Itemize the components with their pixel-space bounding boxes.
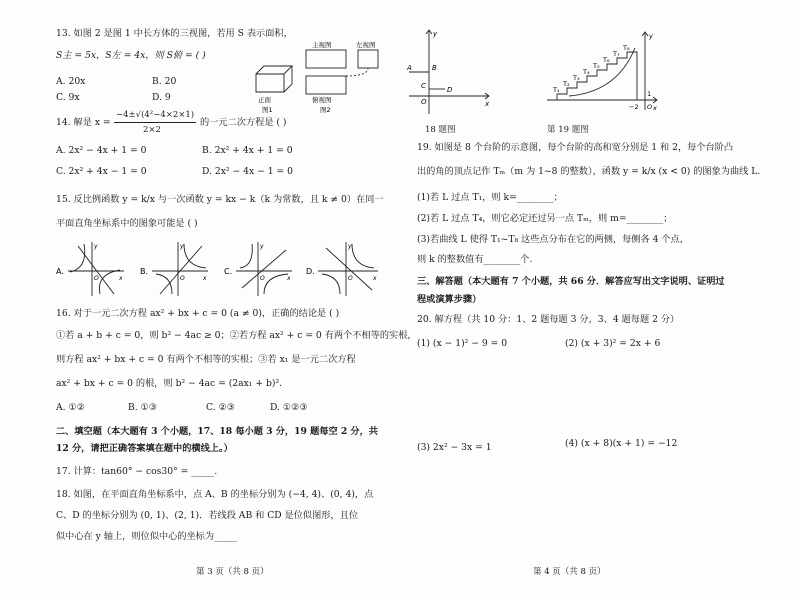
q15-d-origin: O xyxy=(348,275,353,282)
q15-stem: 15. 反比例函数 y = k/x 与一次函数 y = kx − k（k 为常数，且 k ≠ 0）在同一 xyxy=(56,194,384,205)
q20-eq2: (2) (x + 3)² = 2x + 6 xyxy=(565,338,661,349)
q15-label-b: B. xyxy=(140,267,149,276)
fig19-t1: T₁ xyxy=(553,86,560,94)
q15-a-x-label: x xyxy=(119,275,123,282)
q15-graph-c[interactable] xyxy=(236,242,292,296)
section3-heading-line1: 三、解答题（本大题有 7 个小题，共 66 分．解答应写出文字说明、证明过 xyxy=(417,276,725,287)
fig19-t4: T₄ xyxy=(583,68,590,76)
q15-graph-b[interactable] xyxy=(152,242,208,296)
section2-heading-line1: 二、填空题（本大题有 3 个小题，17、18 每小题 3 分，19 题每空 2 分，共 xyxy=(56,426,378,437)
fig18-point-c: C xyxy=(421,82,426,90)
q19-line2: 出的角的顶点记作 Tₘ（m 为 1~8 的整数），函数 y = k/x (x < 0) 的图象为曲线 L. xyxy=(417,166,761,177)
q14-option-d[interactable]: D. 2x² − 4x − 1 = 0 xyxy=(202,166,293,177)
section2-heading-line2: 12 分，请把正确答案填在题中的横线上。） xyxy=(56,443,233,454)
q13-top-view-label: 俯视图 xyxy=(312,96,332,104)
q20-eq1: (1) (x − 1)² − 9 = 0 xyxy=(417,338,508,349)
q15-label-c: C. xyxy=(224,267,233,276)
q14-fraction-denominator: 2×2 xyxy=(143,125,161,135)
q18-line3: 似中心在 y 轴上，则位似中心的坐标为_____ xyxy=(56,531,237,542)
q17: 17. 计算：tan60° − cos30° = _____. xyxy=(56,466,218,477)
q15-a-origin: O xyxy=(94,275,99,282)
fig19-t2: T₂ xyxy=(563,80,570,88)
q14-option-c[interactable]: C. 2x² + 4x − 1 = 0 xyxy=(56,166,147,177)
q15-graph-d[interactable] xyxy=(318,242,378,296)
q13-fig1-label: 图1 xyxy=(262,106,273,114)
fig19-origin: O xyxy=(647,103,653,111)
fig19-minus-two: −2 xyxy=(629,103,639,111)
fig18-coordinate-figure xyxy=(405,26,495,118)
q13-fig2-label: 图2 xyxy=(320,106,331,114)
fig19-caption: 第 19 题图 xyxy=(547,125,589,135)
fig19-t3: T₃ xyxy=(573,74,580,82)
q20-eq3: (3) 2x² − 3x = 1 xyxy=(417,442,492,453)
q14-stem-pre: 14. 解是 x = xyxy=(56,117,111,128)
q13-option-d[interactable]: D. 9 xyxy=(152,92,171,103)
q16-stem: 16. 对于一元二次方程 ax² + bx + c = 0 (a ≠ 0)，正确的结论是 ( ) xyxy=(56,308,340,319)
q13-main-view-label: 主视图 xyxy=(312,41,332,49)
q20-eq4: (4) (x + 8)(x + 1) = −12 xyxy=(565,438,678,449)
fig18-point-b: B xyxy=(432,64,437,72)
q15-graph-a[interactable] xyxy=(68,242,124,296)
q13-left-view-label: 左视图 xyxy=(356,41,376,49)
q16-line2: 则方程 ax² + bx + c = 0 有两个不相等的实根；③若 x₁ 是一元二次方程 xyxy=(56,354,356,365)
q19-part3: (3)若曲线 L 使得 T₁~T₈ 这些点分布在它的两侧，每侧各 4 个点， xyxy=(417,234,689,245)
q15-c-y-label: y xyxy=(260,243,264,250)
fig19-t6: T₆ xyxy=(603,56,610,64)
left-page-footer: 第 3 页（共 8 页） xyxy=(196,567,269,577)
q13-three-view-figure xyxy=(250,36,390,114)
fig19-t5: T₅ xyxy=(593,62,600,70)
q13-front-label: 正面 xyxy=(258,96,271,104)
fig19-t7: T₇ xyxy=(613,50,620,58)
q14-option-b[interactable]: B. 2x² + 4x + 1 = 0 xyxy=(202,145,293,156)
q15-c-x-label: x xyxy=(287,275,291,282)
q15-a-y-label: y xyxy=(94,243,98,250)
q15-label-a: A. xyxy=(56,267,64,276)
q18-line2: C、D 的坐标分别为 (0, 1)、(2, 1)．若线段 AB 和 CD 是位似图形，且位 xyxy=(56,510,359,521)
q13-condition: S主 = 5x，S左 = 4x，则 S俯 = ( ) xyxy=(56,50,206,61)
fig19-y-label: y xyxy=(649,32,653,40)
fig19-x-label: x xyxy=(653,104,657,112)
q15-b-origin: O xyxy=(180,275,185,282)
fig19-one: 1 xyxy=(647,90,652,98)
q15-b-y-label: y xyxy=(180,243,184,250)
fig18-origin: O xyxy=(421,98,427,106)
q15-option-graphs xyxy=(56,238,396,298)
right-page xyxy=(397,0,794,595)
fig18-caption: 18 题图 xyxy=(425,125,456,135)
q18-line1: 18. 如图，在平面直角坐标系中，点 A、B 的坐标分别为 (−4, 4)、(0, 4)，点 xyxy=(56,489,374,500)
q15-d-x-label: x xyxy=(373,275,377,282)
q19-part1: (1)若 L 过点 T₁，则 k=________； xyxy=(417,192,563,203)
q13-option-c[interactable]: C. 9x xyxy=(56,92,80,103)
q15-c-origin: O xyxy=(260,275,265,282)
right-page-footer: 第 4 页（共 8 页） xyxy=(533,567,606,577)
q16-line3: ax² + bx + c = 0 的根，则 b² − 4ac = (2ax₁ + b)². xyxy=(56,378,283,389)
q19-part4: 则 k 的整数值有________个. xyxy=(417,254,533,265)
fig19-t8: T₈ xyxy=(623,44,630,52)
q15-d-y-label: y xyxy=(348,243,352,250)
q15-b-x-label: x xyxy=(203,275,207,282)
q16-option-c[interactable]: C. ②③ xyxy=(206,402,236,413)
q14-option-a[interactable]: A. 2x² − 4x + 1 = 0 xyxy=(56,145,147,156)
fig18-y-label: y xyxy=(433,30,438,38)
q15-stem2: 平面直角坐标系中的图象可能是 ( ) xyxy=(56,218,198,229)
q15-label-d: D. xyxy=(306,267,315,276)
fig18-x-label: x xyxy=(485,100,490,108)
fig18-point-a: A xyxy=(407,64,412,72)
q19-line1: 19. 如图是 8 个台阶的示意图，每个台阶的高和宽分别是 1 和 2，每个台阶凸 xyxy=(417,142,734,153)
fig18-point-d: D xyxy=(447,86,453,94)
q16-option-a[interactable]: A. ①② xyxy=(56,402,85,413)
q16-option-b[interactable]: B. ①③ xyxy=(128,402,158,413)
q13-option-a[interactable]: A. 20x xyxy=(56,76,86,87)
q20-title: 20. 解方程（共 10 分：1、2 题每题 3 分，3、4 题每题 2 分） xyxy=(417,314,680,325)
q14-fraction-bar xyxy=(114,122,196,123)
q13-stem: 13. 如图 2 是图 1 中长方体的三视图，若用 S 表示面积， xyxy=(56,28,293,39)
q14-fraction-numerator: −4±√(4²−4×2×1) xyxy=(116,110,195,120)
section3-heading-line2: 程或演算步骤） xyxy=(417,294,482,305)
fig19-staircase-figure xyxy=(547,30,667,112)
q14-stem-post: 的一元二次方程是 ( ) xyxy=(200,117,287,128)
q16-option-d[interactable]: D. ①②③ xyxy=(270,402,308,413)
q19-part2: (2)若 L 过点 T₄，则它必定还过另一点 Tₘ，则 m=________； xyxy=(417,213,673,224)
q16-line1: ①若 a + b + c = 0，则 b² − 4ac ≥ 0；②若方程 ax² + c = 0 有两个不相等的实根， xyxy=(56,330,417,341)
q13-option-b[interactable]: B. 20 xyxy=(152,76,177,87)
